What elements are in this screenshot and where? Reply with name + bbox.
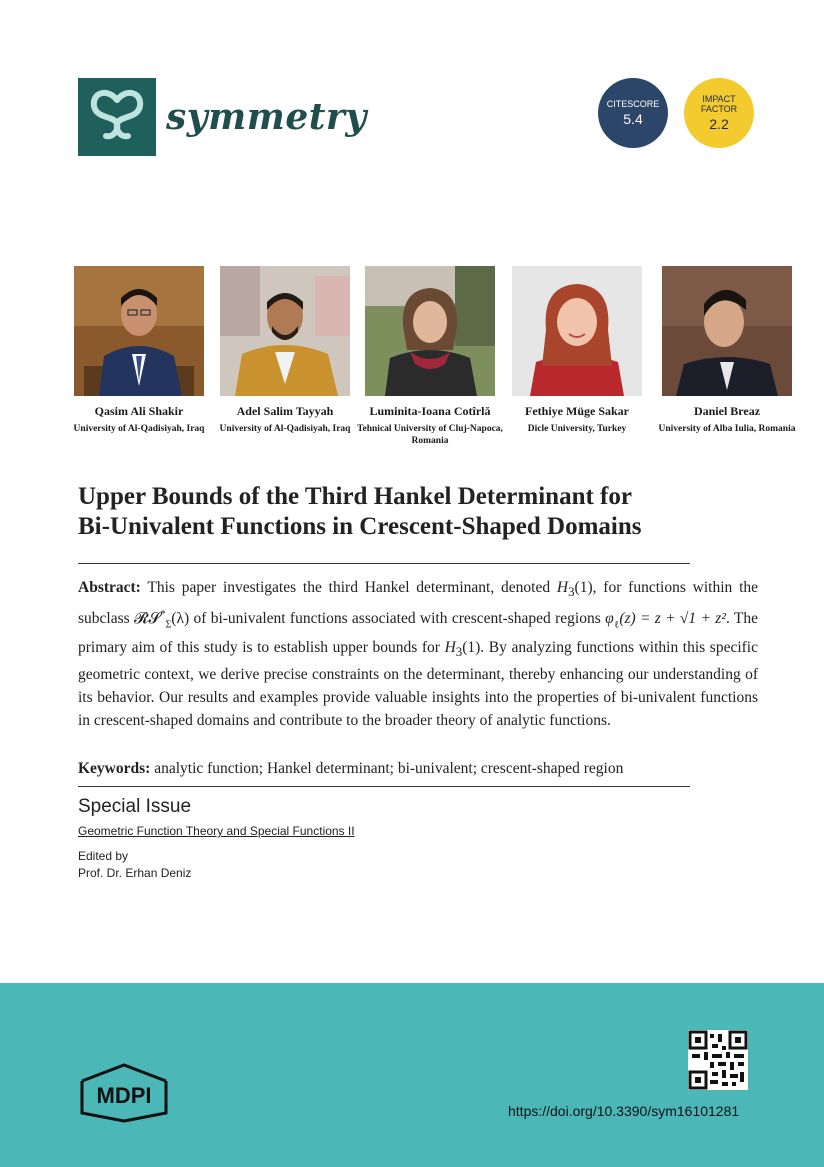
author-card [64,266,214,435]
title-divider [78,563,690,564]
author-affiliation: University of Al-Qadisiyah, Iraq [73,424,205,434]
author-card [355,266,505,447]
abstract-math: * [160,609,166,621]
abstract-math: φ [605,610,614,628]
abstract-math: Σ [165,619,172,631]
abstract-text: , for functions within the subclass [78,579,758,628]
doi-link[interactable]: https://doi.org/10.3390/sym16101281 [508,1103,740,1119]
qr-code-icon [688,1030,748,1090]
impact-value: 2.2 [709,116,729,132]
author-affiliation: University of Alba Iulia, Romania [658,424,796,434]
author-photo [662,266,792,396]
author-name: Qasim Ali Shakir [94,404,184,418]
abstract-math: (z) = z + √1 + z² [619,610,726,628]
author-card [502,266,652,435]
paper-title-line: Bi-Univalent Functions in Crescent-Shaped Domains [78,513,642,540]
author-photo [365,266,495,396]
author-name: Adel Salim Tayyah [236,404,334,418]
abstract-math: H [556,579,569,596]
abstract-label: Abstract: [78,579,141,596]
author-name: Daniel Breaz [693,404,761,418]
mdpi-logo [78,1063,170,1128]
author-photo [512,266,642,396]
keywords-label: Keywords: [78,760,151,777]
keywords-text: analytic function; Hankel determinant; bi-univalent; crescent-shaped region [150,760,624,777]
abstract-text: . By analyzing functions within this specific geometric context, we derive precise constraints on the determinant, thereby enhancing our understanding of its behavior. Our results and examples provide valuable insights into the properties of bi-univalent functions in crescent-shaped domains and contribute to the broader theory of analytic functions. [78,639,758,730]
journal-name: symmetry [166,96,367,138]
abstract-text: This paper investigates the third Hankel determinant, denoted [140,579,557,596]
author-affiliation: Tehnical University of Cluj-Napoca, Romania [357,424,503,446]
citescore-label: CITESCORE [606,99,660,109]
keywords [78,758,758,780]
author-photo [220,266,350,396]
special-issue-heading: Special Issue [78,796,192,817]
citescore-value: 5.4 [623,111,643,127]
impact-label-2: FACTOR [700,104,738,114]
editor-name: Prof. Dr. Erhan Deniz [78,866,192,880]
impact-factor-badge [684,78,754,148]
author-affiliation: University of Al-Qadisiyah, Iraq [219,424,351,434]
edited-by-label: Edited by [78,849,129,863]
abstract-math: (λ) [171,610,190,628]
special-issue-link[interactable]: Geometric Function Theory and Special Functions II [78,824,355,838]
abstract-text: of bi-univalent functions associated with crescent-shaped regions [189,610,606,628]
author-affiliation: Dicle University, Turkey [527,424,627,434]
author-photo [74,266,204,396]
author-name: Luminita-Ioana Cotîrlă [369,404,491,418]
abstract-math: H [444,639,456,657]
paper-title [78,482,778,542]
citescore-badge [598,78,668,148]
abstract-math: (1) [574,579,593,596]
keywords-divider [78,786,690,787]
author-card [210,266,360,435]
author-card [652,266,802,435]
abstract-math: 3 [568,584,575,600]
abstract-math: ℓ [613,619,620,631]
author-name: Fethiye Müge Sakar [525,404,629,418]
abstract-math: 3 [455,644,463,660]
abstract-text: . The primary aim of this study is to establish upper bounds for [78,610,758,657]
abstract [78,576,758,732]
abstract-math: (1) [462,639,481,657]
journal-logo-icon [78,78,156,156]
abstract-math: 𝓡𝓢 [133,610,161,628]
impact-label-1: IMPACT [702,94,736,104]
publisher-name: MDPI [96,1083,152,1108]
paper-title-line: Upper Bounds of the Third Hankel Determinant for [78,483,632,510]
